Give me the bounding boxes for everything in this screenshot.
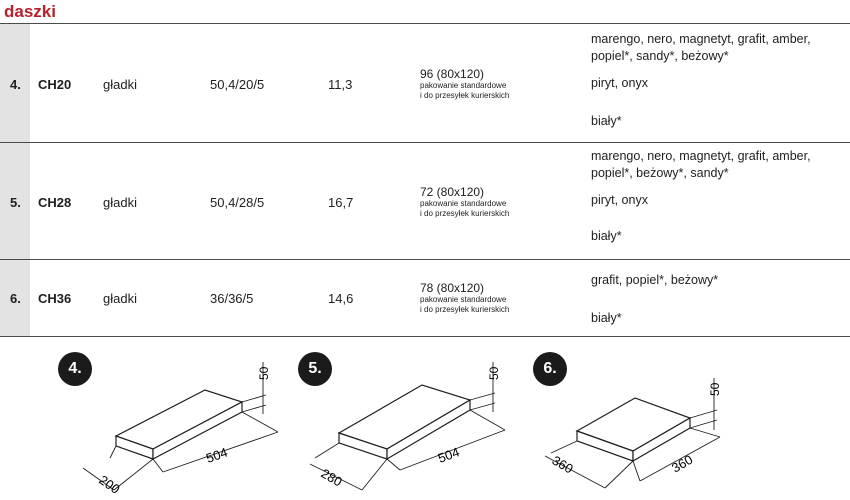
color-list [591,148,811,245]
color-line: marengo, nero, magnetyt, grafit, amber, [591,32,811,46]
height-label: 50 [708,382,722,396]
table-row [0,260,850,337]
surface-type: gładki [103,291,137,306]
surface-type: gładki [103,195,137,210]
color-line: biały* [591,311,622,325]
width-label: 200 [96,472,123,497]
packaging-quantity: 72 (80x120) [420,185,485,199]
dimensions: 50,4/28/5 [210,195,265,210]
length-label: 360 [669,451,696,476]
table-row [0,143,850,260]
packaging-note: pakowanie standardowe [420,199,507,208]
surface-type: gładki [103,77,137,92]
color-line: popiel*, beżowy*, sandy* [591,166,729,180]
packaging-quantity: 96 (80x120) [420,67,485,81]
packaging [420,67,509,101]
weight: 14,6 [328,291,354,306]
length-label: 504 [435,444,462,466]
product-drawing-ch20 [50,350,290,500]
product-drawing-ch36 [525,350,750,500]
width-label: 280 [318,465,345,490]
dimensions: 36/36/5 [210,291,254,306]
product-code: CH20 [38,77,72,92]
packaging-note: i do przesyłek kurierskich [420,305,510,314]
color-line: piryt, onyx [591,193,648,207]
figure-badge: 4. [58,352,92,386]
weight: 16,7 [328,195,354,210]
table-row [0,23,850,143]
figure-badge: 5. [298,352,332,386]
width-label: 360 [549,452,576,477]
packaging-note: i do przesyłek kurierskich [420,91,510,100]
slab-drawing [290,350,520,500]
dimensions: 50,4/20/5 [210,77,265,92]
packaging [420,281,509,315]
packaging [420,185,509,219]
product-code: CH28 [38,195,72,210]
color-line: biały* [591,114,622,128]
slab-drawing [50,350,290,500]
height-label: 50 [257,366,271,380]
color-line: grafit, popiel*, beżowy* [591,273,719,287]
color-list [591,31,811,130]
slab-drawing [525,350,750,500]
color-line: piryt, onyx [591,76,648,90]
row-number: 6. [10,291,21,306]
packaging-note: pakowanie standardowe [420,81,507,90]
figure-badge: 6. [533,352,567,386]
length-label: 504 [204,444,230,466]
product-drawing-ch28 [290,350,520,500]
packaging-quantity: 78 (80x120) [420,281,485,295]
height-label: 50 [487,366,501,380]
row-number: 4. [10,77,21,92]
color-list [591,272,718,327]
color-line: biały* [591,229,622,243]
color-line: marengo, nero, magnetyt, grafit, amber, [591,149,811,163]
packaging-note: pakowanie standardowe [420,295,507,304]
product-table [0,23,850,337]
section-title: daszki [4,2,56,21]
row-number: 5. [10,195,21,210]
packaging-note: i do przesyłek kurierskich [420,209,510,218]
product-code: CH36 [38,291,72,306]
weight: 11,3 [328,77,353,92]
color-line: popiel*, sandy*, beżowy* [591,49,729,63]
